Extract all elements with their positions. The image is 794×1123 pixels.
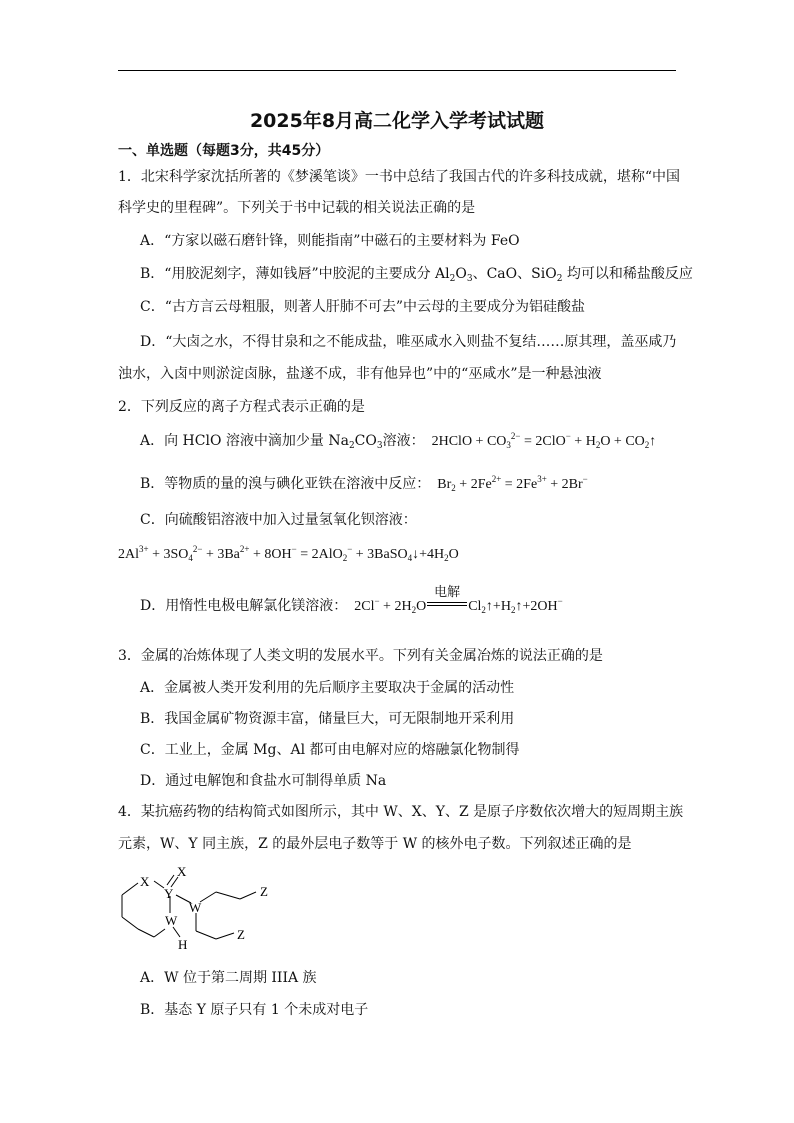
q1-option-c: C．“古方言云母粗服，则著人肝肺不可去”中云母的主要成分为铝硅酸盐 bbox=[140, 299, 586, 315]
q4-option-a: A．W 位于第二周期 IIIA 族 bbox=[140, 970, 317, 986]
q1-option-a: A．“方家以磁石磨针锋，则能指南”中磁石的主要材料为 FeO bbox=[140, 233, 520, 249]
q1-stem-line2: 科学史的里程碑”。下列关于书中记载的相关说法正确的是 bbox=[118, 200, 476, 216]
structure-diagram bbox=[118, 865, 288, 955]
q3-option-b: B．我国金属矿物资源丰富，储量巨大，可无限制地开采利用 bbox=[140, 711, 515, 727]
q2-option-d: D．用惰性电极电解氯化镁溶液： $2Cl^- + 2H_2O$ 电解 $Cl_2↑+H_2↑+2OH^-$ bbox=[140, 584, 563, 615]
atom-x-ring: X bbox=[140, 874, 150, 889]
q3-stem: 3．金属的冶炼体现了人类文明的发展水平。下列有关金属冶炼的说法正确的是 bbox=[118, 648, 603, 664]
atom-w-chain: W bbox=[189, 900, 202, 915]
q4-stem-line2: 元素，W、Y 同主族，Z 的最外层电子数等于 W 的核外电子数。下列叙述正确的是 bbox=[118, 836, 632, 852]
page-title: 2025年8月高二化学入学考试试题 bbox=[249, 110, 545, 132]
atom-z-lower: Z bbox=[237, 927, 245, 942]
atom-y: Y bbox=[164, 886, 174, 901]
q2-option-c: C．向硫酸铝溶液中加入过量氢氧化钡溶液： bbox=[140, 512, 417, 528]
section-heading: 一、单选题（每题3分，共45分） bbox=[118, 143, 330, 159]
q3-option-a: A．金属被人类开发利用的先后顺序主要取决于金属的活动性 bbox=[140, 680, 515, 696]
q1-option-d-line2: 浊水，入卤中则淤淀卤脉，盐遂不成，非有他异也”中的“巫咸水”是一种悬浊液 bbox=[118, 366, 602, 382]
atom-z-upper: Z bbox=[260, 884, 268, 899]
header-rule bbox=[118, 70, 676, 71]
q1-option-b: B．“用胶泥刻字，薄如钱唇”中胶泥的主要成分 $Al_2O_3$、CaO、SiO$_2$ 均可以和稀盐酸反应 bbox=[140, 266, 693, 284]
q2-option-c-equation: $2Al^{3+} + 3SO_4^{2-} + 3Ba^{2+} + 8OH^- = 2AlO_2^-$ + $3BaSO_4↓+4H_2O$ bbox=[118, 544, 459, 563]
q2-option-a: A．向 HClO 溶液中滴加少量 $Na_2CO_3$溶液： 2HClO + $CO_3^{2-} = 2ClO^- + H_2O$ + $CO_2↑$ bbox=[140, 431, 657, 451]
electrolysis-arrow: 电解 bbox=[426, 599, 468, 615]
q1-option-d-line1: D．“大卤之水，不得甘泉和之不能成盐，唯巫咸水入则盐不复结……原其理，盖巫咸乃 bbox=[140, 334, 677, 350]
q4-stem-line1: 4．某抗癌药物的结构简式如图所示，其中 W、X、Y、Z 是原子序数依次增大的短周期主族 bbox=[118, 804, 684, 820]
q1-stem-line1: 1．北宋科学家沈括所著的《梦溪笔谈》一书中总结了我国古代的许多科技成就，堪称“中国 bbox=[118, 169, 681, 185]
q2-option-b: B．等物质的量的溴与碘化亚铁在溶液中反应： $Br_2 + 2Fe^{2+} = 2Fe^{3+} + 2Br^-$ bbox=[140, 474, 588, 493]
atom-w-ring: W bbox=[165, 913, 178, 928]
q4-option-b: B．基态 Y 原子只有 1 个未成对电子 bbox=[140, 1002, 369, 1018]
q3-option-d: D．通过电解饱和食盐水可制得单质 Na bbox=[140, 773, 387, 789]
atom-h: H bbox=[178, 937, 188, 952]
atom-x-double: X bbox=[177, 865, 187, 879]
q3-option-c: C．工业上，金属 Mg、Al 都可由电解对应的熔融氯化物制得 bbox=[140, 742, 520, 758]
q2-stem: 2．下列反应的离子方程式表示正确的是 bbox=[118, 399, 365, 415]
